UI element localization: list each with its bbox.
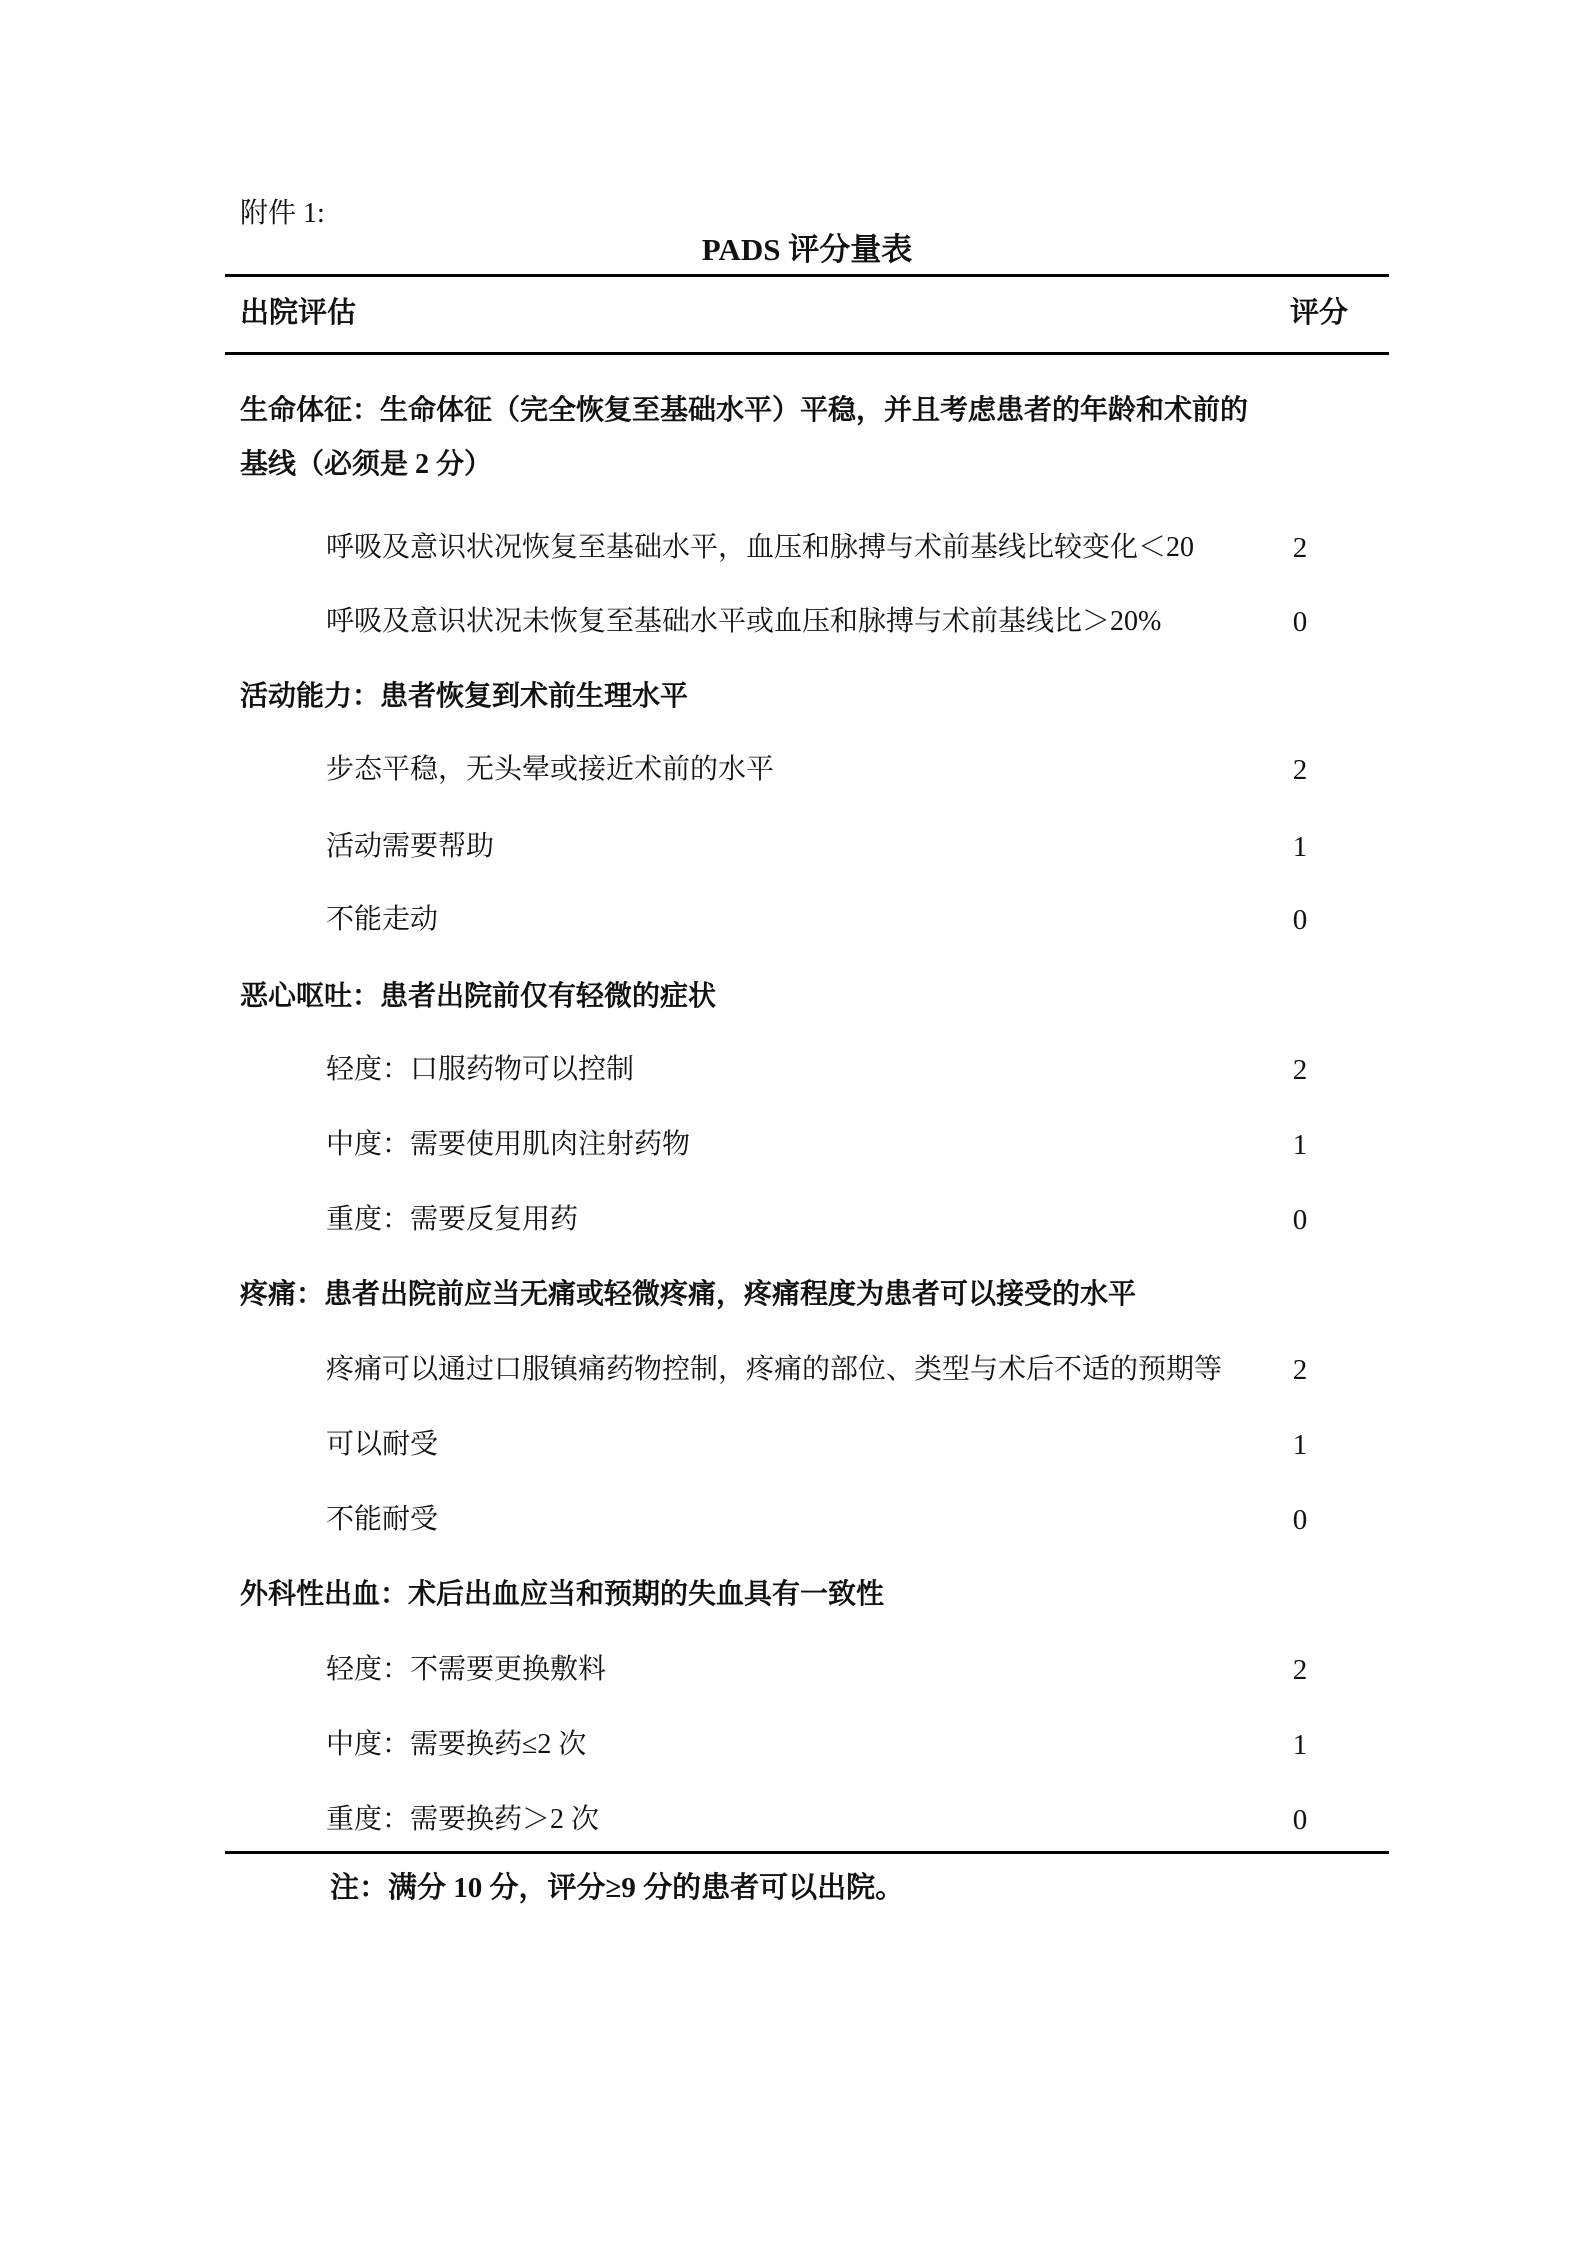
item-score: 1	[1292, 1429, 1308, 1461]
table-row	[0, 602, 1587, 642]
item-score: 1	[1292, 1129, 1308, 1161]
table-row	[0, 1050, 1587, 1090]
table-row	[0, 1725, 1587, 1765]
item-text: 步态平稳，无头晕或接近术前的水平	[326, 754, 775, 785]
document-title: PADS 评分量表	[701, 232, 913, 267]
item-score: 0	[1292, 1804, 1308, 1836]
table-row	[0, 1200, 1587, 1240]
item-text: 中度：需要使用肌肉注射药物	[326, 1129, 691, 1160]
item-score: 2	[1292, 1654, 1308, 1686]
section-heading-activity: 活动能力：患者恢复到术前生理水平	[240, 681, 689, 712]
item-score: 2	[1292, 532, 1308, 564]
section-heading-vital-signs-line2: 基线（必须是 2 分）	[240, 449, 493, 480]
item-text: 呼吸及意识状况未恢复至基础水平或血压和脉搏与术前基线比＞20%	[326, 606, 1162, 637]
table-header-row	[0, 293, 1587, 333]
section-heading-nausea: 恶心呕吐：患者出院前仅有轻微的症状	[240, 981, 717, 1012]
table-row	[0, 900, 1587, 940]
section-heading-surgical-bleeding: 外科性出血：术后出血应当和预期的失血具有一致性	[240, 1579, 885, 1610]
table-row	[0, 528, 1587, 568]
table-row	[0, 1650, 1587, 1690]
item-score: 2	[1292, 1354, 1308, 1386]
table-row	[0, 1125, 1587, 1165]
item-score: 1	[1292, 831, 1308, 863]
table-rule-bottom	[225, 1851, 1389, 1854]
item-text: 不能耐受	[326, 1504, 439, 1535]
item-score: 2	[1292, 1054, 1308, 1086]
table-row	[0, 1350, 1587, 1390]
item-score: 0	[1292, 606, 1308, 638]
table-row	[0, 827, 1587, 867]
item-text: 可以耐受	[326, 1429, 439, 1460]
item-score: 1	[1292, 1729, 1308, 1761]
item-text: 呼吸及意识状况恢复至基础水平，血压和脉搏与术前基线比较变化＜20	[326, 532, 1195, 563]
column-header-score: 评分	[1290, 297, 1349, 329]
footnote: 注：满分 10 分，评分≥9 分的患者可以出院。	[330, 1872, 905, 1904]
table-row	[0, 1800, 1587, 1840]
column-header-assessment: 出院评估	[240, 297, 357, 329]
item-score: 0	[1292, 1204, 1308, 1236]
item-score: 0	[1292, 1504, 1308, 1536]
item-text: 中度：需要换药≤2 次	[326, 1729, 587, 1760]
table-rule-top	[225, 274, 1389, 277]
item-text: 疼痛可以通过口服镇痛药物控制，疼痛的部位、类型与术后不适的预期等	[326, 1354, 1223, 1385]
table-rule-header	[225, 352, 1389, 355]
item-score: 2	[1292, 754, 1308, 786]
item-text: 轻度：不需要更换敷料	[326, 1654, 607, 1685]
table-row	[0, 750, 1587, 790]
item-text: 轻度：口服药物可以控制	[326, 1054, 635, 1085]
section-heading-pain: 疼痛：患者出院前应当无痛或轻微疼痛，疼痛程度为患者可以接受的水平	[240, 1279, 1137, 1310]
item-score: 0	[1292, 904, 1308, 936]
attachment-label: 附件 1:	[240, 198, 325, 229]
table-row	[0, 1425, 1587, 1465]
item-text: 重度：需要换药＞2 次	[326, 1804, 600, 1835]
item-text: 活动需要帮助	[326, 831, 495, 862]
table-row	[0, 1500, 1587, 1540]
item-text: 不能走动	[326, 904, 439, 935]
item-text: 重度：需要反复用药	[326, 1204, 579, 1235]
section-heading-vital-signs-line1: 生命体征：生命体征（完全恢复至基础水平）平稳，并且考虑患者的年龄和术前的	[240, 395, 1249, 426]
